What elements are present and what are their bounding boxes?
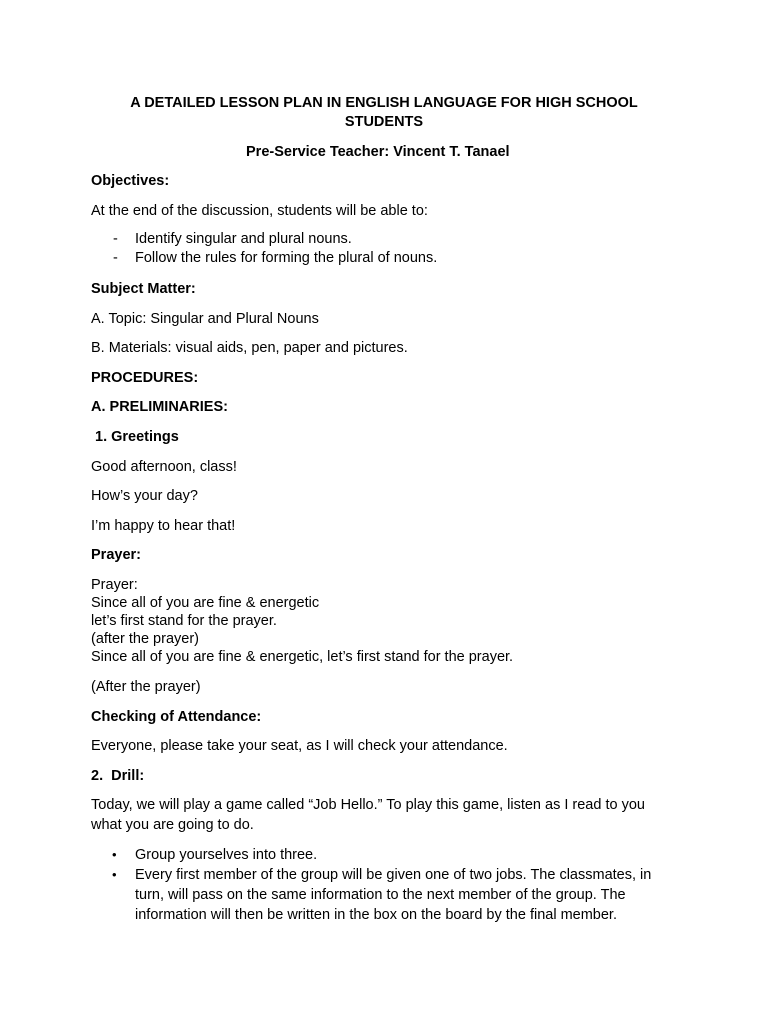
drill-item-line: Group yourselves into three.	[135, 847, 318, 863]
prayer-line: Since all of you are fine & energetic, let’s first stand for the prayer.	[91, 649, 514, 665]
drill-heading: 2. Drill:	[91, 768, 145, 784]
prayer-line: let’s first stand for the prayer.	[91, 613, 277, 629]
document-title-line2: STUDENTS	[344, 114, 424, 130]
objectives-heading: Objectives:	[91, 173, 170, 189]
objective-item: Identify singular and plural nouns.	[135, 231, 352, 247]
prayer-line: Since all of you are fine & energetic	[91, 595, 320, 611]
procedures-heading: PROCEDURES:	[91, 370, 199, 386]
drill-bullet: •	[112, 867, 117, 882]
greeting-line: Good afternoon, class!	[91, 459, 237, 475]
greeting-line: How’s your day?	[91, 488, 198, 504]
subject-topic: A. Topic: Singular and Plural Nouns	[91, 311, 319, 327]
teacher-name: Pre-Service Teacher: Vincent T. Tanael	[246, 144, 510, 160]
attendance-text: Everyone, please take your seat, as I will check your attendance.	[91, 738, 508, 754]
subject-matter-heading: Subject Matter:	[91, 281, 196, 297]
after-prayer-note: (After the prayer)	[91, 679, 201, 695]
drill-item-line: Every first member of the group will be given one of two jobs. The classmates, in	[135, 867, 652, 883]
objectives-intro: At the end of the discussion, students will be able to:	[91, 203, 428, 219]
objective-bullet: -	[113, 250, 118, 266]
drill-item-line: turn, will pass on the same information to the next member of the group. The	[135, 887, 626, 903]
subject-materials: B. Materials: visual aids, pen, paper and pictures.	[91, 340, 408, 356]
drill-item-line: information will then be written in the box on the board by the final member.	[135, 907, 617, 923]
prayer-line: (after the prayer)	[91, 631, 199, 647]
drill-bullet: •	[112, 847, 117, 862]
attendance-heading: Checking of Attendance:	[91, 709, 262, 725]
objective-item: Follow the rules for forming the plural of nouns.	[135, 250, 438, 266]
prayer-line: Prayer:	[91, 577, 138, 593]
greetings-heading: 1. Greetings	[95, 429, 179, 445]
greeting-line: I’m happy to hear that!	[91, 518, 236, 534]
document-title-line1: A DETAILED LESSON PLAN IN ENGLISH LANGUAGE FOR HIGH SCHOOL	[130, 95, 638, 111]
drill-intro-line1: Today, we will play a game called “Job Hello.” To play this game, listen as I read to you	[91, 797, 645, 813]
prayer-heading: Prayer:	[91, 547, 141, 563]
preliminaries-heading: A. PRELIMINARIES:	[91, 399, 228, 415]
drill-intro-line2: what you are going to do.	[91, 817, 254, 833]
objective-bullet: -	[113, 231, 118, 247]
